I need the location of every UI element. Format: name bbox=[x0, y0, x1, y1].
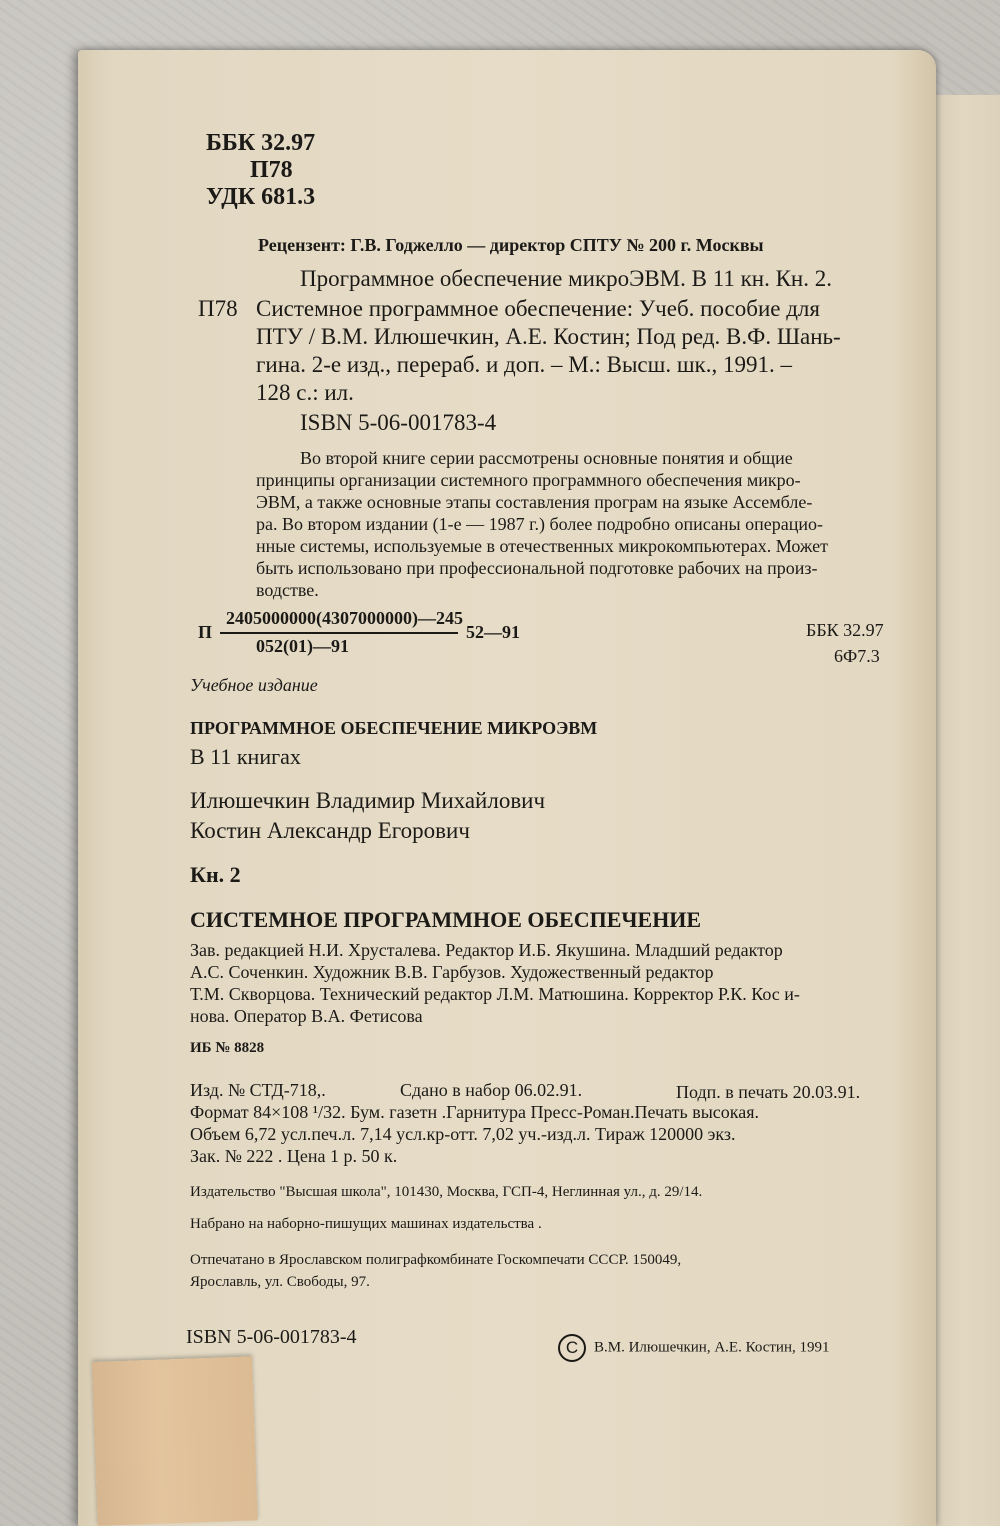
print-sdano: Сдано в набор 06.02.91. bbox=[400, 1080, 583, 1100]
print-izd: Изд. № СТД-718,. bbox=[190, 1080, 326, 1100]
biblio-code: П78 bbox=[198, 296, 238, 321]
credits-line-4: нова. Оператор В.А. Фетисова bbox=[190, 1006, 423, 1026]
author-mark: П78 bbox=[250, 157, 293, 183]
print-podp: Подп. в печать 20.03.91. bbox=[676, 1082, 861, 1102]
credits-line-3: Т.М. Скворцова. Технический редактор Л.М. Матюшина. Корректор Р.К. Кос и- bbox=[190, 984, 800, 1004]
book-page bbox=[78, 50, 936, 1526]
annotation-line-5: нные системы, используемые в отечественных микрокомпьютерах. Может bbox=[256, 536, 828, 556]
udk-code: УДК 681.3 bbox=[206, 184, 316, 210]
annotation-line-2: принципы организации системного программного обеспечения микро- bbox=[256, 470, 801, 490]
index-fraction-line bbox=[220, 632, 458, 634]
print-format: Формат 84×108 ¹/32. Бум. газетн .Гарнитура Пресс-Роман.Печать высокая. bbox=[190, 1102, 760, 1122]
credits-line-2: А.С. Соченкин. Художник В.В. Гарбузов. Художественный редактор bbox=[190, 962, 714, 982]
biblio-line-1: Программное обеспечение микроЭВМ. В 11 кн. Кн. 2. bbox=[300, 266, 832, 291]
author-1: Илюшечкин Владимир Михайлович bbox=[190, 788, 546, 813]
copyright-icon: C bbox=[558, 1334, 586, 1362]
biblio-line-3: ПТУ / В.М. Илюшечкин, А.Е. Костин; Под ред. В.Ф. Шань- bbox=[256, 324, 841, 349]
index-suffix: 52—91 bbox=[466, 622, 520, 642]
index-denominator: 052(01)—91 bbox=[256, 636, 349, 656]
print-volume: Объем 6,72 усл.печ.л. 7,14 усл.кр-отт. 7,02 уч.-изд.л. Тираж 120000 экз. bbox=[190, 1124, 736, 1144]
publisher-line: Издательство "Высшая школа", 101430, Москва, ГСП-4, Неглинная ул., д. 29/14. bbox=[190, 1184, 703, 1200]
annotation-line-3: ЭВМ, а также основные этапы составления програм на языке Ассембле- bbox=[256, 492, 813, 512]
ib-number: ИБ № 8828 bbox=[190, 1040, 265, 1056]
index-bbk: ББК 32.97 bbox=[806, 620, 884, 640]
index-code: 6Ф7.3 bbox=[834, 646, 880, 666]
typeset-line: Набрано на наборно-пишущих машинах издательства . bbox=[190, 1216, 542, 1232]
annotation-line-6: быть использовано при профессиональной подготовке рабочих на произ- bbox=[256, 558, 818, 578]
annotation-line-1: Во второй книге серии рассмотрены основные понятия и общие bbox=[300, 448, 793, 468]
wooden-bookmark bbox=[92, 1356, 258, 1525]
footer-isbn: ISBN 5-06-001783-4 bbox=[186, 1326, 357, 1348]
biblio-line-5: 128 с.: ил. bbox=[256, 380, 354, 405]
index-prefix: П bbox=[198, 622, 213, 642]
book-title: СИСТЕМНОЕ ПРОГРАММНОЕ ОБЕСПЕЧЕНИЕ bbox=[190, 907, 702, 932]
series-title: ПРОГРАММНОЕ ОБЕСПЕЧЕНИЕ МИКРОЭВМ bbox=[190, 718, 598, 738]
copyright-line bbox=[558, 1334, 829, 1362]
author-2: Костин Александр Егорович bbox=[190, 818, 470, 843]
annotation-line-7: водстве. bbox=[256, 580, 319, 600]
series-count: В 11 книгах bbox=[190, 744, 301, 769]
annotation-line-4: ра. Во втором издании (1-е — 1987 г.) более подробно описаны операцио- bbox=[256, 514, 824, 534]
biblio-line-4: гина. 2-е изд., перераб. и доп. – М.: Высш. шк., 1991. – bbox=[256, 352, 792, 377]
book-number: Кн. 2 bbox=[190, 862, 241, 887]
biblio-isbn: ISBN 5-06-001783-4 bbox=[300, 410, 497, 435]
bbk-code: ББК 32.97 bbox=[206, 130, 316, 156]
index-numerator: 2405000000(4307000000)—245 bbox=[226, 608, 463, 628]
edition-type: Учебное издание bbox=[190, 675, 318, 695]
biblio-line-2: Системное программное обеспечение: Учеб. пособие для bbox=[256, 296, 820, 321]
printer-line-2: Ярославль, ул. Свободы, 97. bbox=[190, 1274, 370, 1290]
printer-line-1: Отпечатано в Ярославском полиграфкомбинате Госкомпечати СССР. 150049, bbox=[190, 1252, 682, 1268]
print-order: Зак. № 222 . Цена 1 р. 50 к. bbox=[190, 1146, 398, 1166]
reviewer-line: Рецензент: Г.В. Годжелло — директор СПТУ № 200 г. Москвы bbox=[258, 235, 764, 255]
copyright-holders: В.М. Илюшечкин, А.Е. Костин, 1991 bbox=[594, 1339, 830, 1356]
credits-line-1: Зав. редакцией Н.И. Хрусталева. Редактор И.Б. Якушина. Младший редактор bbox=[190, 940, 783, 960]
